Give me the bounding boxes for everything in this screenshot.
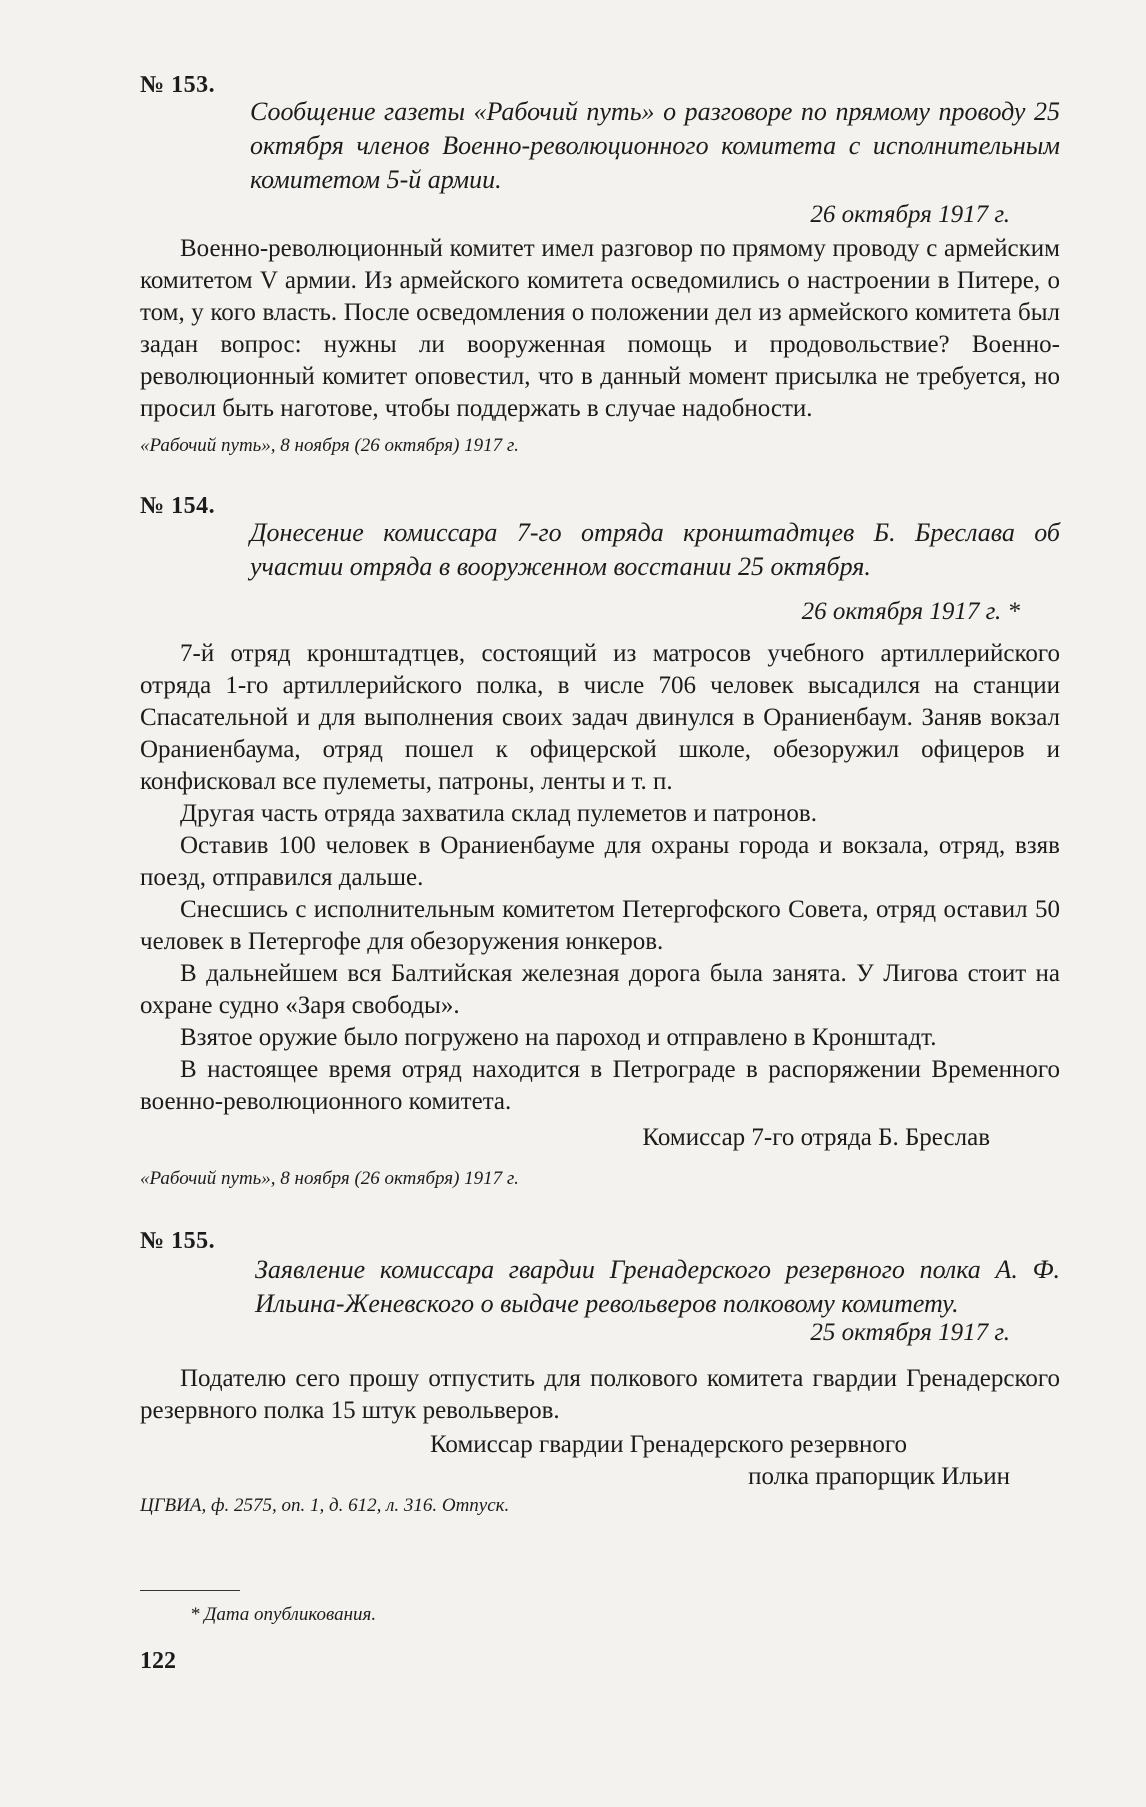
document-date: 25 октября 1917 г.: [810, 1319, 1010, 1346]
paragraph: В дальнейшем вся Балтийская железная дорога была занята. У Лигова стоит на охране судно «Заря свободы».: [140, 960, 1060, 1019]
document-title: Заявление комиссара гвардии Гренадерского резервного полка А. Ф. Ильина-Женевского о выдаче револьверов полковому комитету.: [255, 1255, 1060, 1318]
footnote: * Дата опубликования.: [190, 1604, 377, 1625]
document-155: [140, 1228, 1060, 1517]
document-date: 26 октября 1917 г.: [810, 201, 1010, 228]
document-154: [140, 493, 1060, 1190]
paragraph: Взятое оружие было погружено на пароход и отправлено в Кронштадт.: [180, 1024, 937, 1051]
document-title: Донесение комиссара 7-го отряда кронштадтцев Б. Бреслава об участии отряда в вооруженном восстании 25 октября.: [250, 518, 1060, 581]
paragraph: В настоящее время отряд находится в Петрограде в распоряжении Временного военно-революционного комитета.: [140, 1056, 1060, 1115]
document-153: [140, 72, 1060, 457]
paragraph: Оставив 100 человек в Ораниенбауме для охраны города и вокзала, отряд, взяв поезд, отправился дальше.: [140, 832, 1060, 891]
paragraph: Другая часть отряда захватила склад пулеметов и патронов.: [180, 800, 817, 827]
source-note: «Рабочий путь», 8 ноября (26 октября) 1917 г.: [140, 435, 519, 456]
paragraph: Снесшись с исполнительным комитетом Петергофского Совета, отряд оставил 50 человек в Петергофе для обезоружения юнкеров.: [140, 896, 1060, 955]
document-number: № 154.: [140, 493, 216, 519]
signature-line: Комиссар гвардии Гренадерского резервного: [430, 1431, 908, 1458]
paragraph: 7-й отряд кронштадтцев, состоящий из матросов учебного артиллерийского отряда 1-го артиллерийского полка, в числе 706 человек высадился на станции Спасательной и для выполнения своих задач двинулся в Ораниенбаум. Заняв вокзал Ораниенбаума, отряд пошел к офицерской школе, обезоружил офицеров и конфисковал все пулеметы, патроны, ленты и т. п.: [140, 640, 1060, 795]
document-date: 26 октября 1917 г. *: [801, 598, 1020, 625]
document-number: № 153.: [140, 72, 216, 98]
source-note: «Рабочий путь», 8 ноября (26 октября) 1917 г.: [140, 1168, 519, 1189]
signature: Комиссар 7-го отряда Б. Бреслав: [642, 1124, 990, 1151]
paragraph: Подателю сего прошу отпустить для полкового комитета гвардии Гренадерского резервного полка 15 штук револьверов.: [140, 1365, 1060, 1424]
paragraph: Военно-революционный комитет имел разговор по прямому проводу с армейским комитетом V армии. Из армейского комитета осведомились о настроении в Питере, о том, у кого власть. После осведомления о положении дел из армейского комитета был задан вопрос: нужны ли вооруженная помощь и продовольствие? Военно-революционный комитет оповестил, что в данный момент присылка не требуется, но просил быть наготове, чтобы поддержать в случае надобности.: [140, 235, 1060, 422]
footnote-divider: [140, 1590, 240, 1591]
source-note: ЦГВИА, ф. 2575, оп. 1, д. 612, л. 316. Отпуск.: [140, 1495, 510, 1516]
signature-line: полка прапорщик Ильин: [748, 1463, 1010, 1490]
document-number: № 155.: [140, 1228, 216, 1254]
page-number: 122: [140, 1648, 176, 1674]
document-title: Сообщение газеты «Рабочий путь» о разговоре по прямому проводу 25 октября членов Военно-революционного комитета с исполнительным комитетом 5-й армии.: [250, 97, 1060, 194]
